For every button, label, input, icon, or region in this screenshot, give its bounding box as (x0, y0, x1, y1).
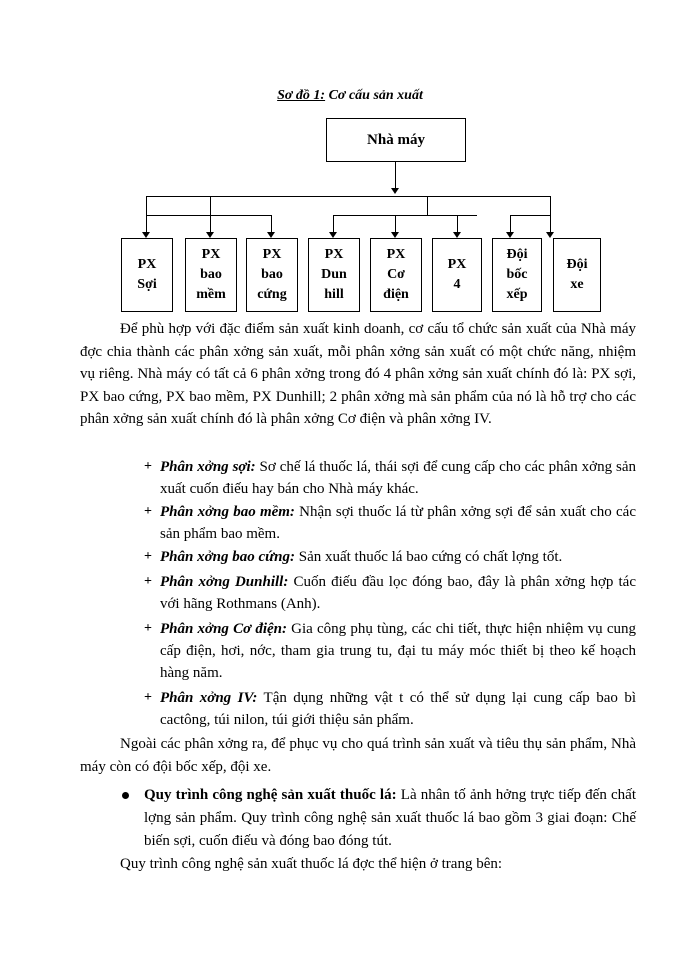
unit-line: Dun (321, 267, 347, 282)
unit-box-px-bao-mem (185, 238, 237, 312)
workshop-item (160, 618, 636, 684)
unit-line: mềm (196, 287, 226, 302)
workshop-item (160, 501, 636, 545)
workshop-label: Phân xởng sợi: (160, 459, 256, 475)
closing-text: Quy trình công nghệ sản xuất thuốc lá đợc thể hiện ở trang bên: (120, 856, 503, 872)
group-line-2 (333, 215, 477, 216)
workshop-text: Sơ chế lá thuốc lá, thái sợi để cung cấp cho các phân xởng sản xuất cuốn điếu hay bán cho Nhà máy khác. (160, 459, 636, 497)
group-drop-1 (210, 196, 211, 215)
root-label: Nhà máy (367, 132, 425, 148)
workshop-text: Tận dụng những vật t có thể sử dụng lại cung cấp bao bì cactông, túi nilon, túi giới thiệu sản phẩm. (160, 690, 636, 728)
unit-line: Đội (506, 247, 528, 262)
unit-box-px-4 (432, 238, 482, 312)
unit-line: điện (383, 287, 409, 302)
workshop-item (160, 546, 636, 568)
process-paragraph (144, 784, 636, 853)
root-box (326, 118, 466, 162)
drop-doi-xe (550, 196, 551, 234)
plus-icon: + (144, 459, 152, 474)
closing-paragraph (120, 852, 636, 876)
group-line-1 (146, 215, 271, 216)
workshop-text: Cuốn điếu đầu lọc đóng bao, đây là phân xởng hợp tác với hãng Rothmans (Anh). (160, 574, 636, 612)
plus-icon: + (144, 690, 152, 705)
unit-line: hill (324, 287, 344, 302)
workshop-label: Phân xởng Dunhill: (160, 574, 289, 590)
unit-line: PX (447, 257, 467, 272)
unit-line: bốc (506, 267, 528, 282)
workshop-item (160, 571, 636, 615)
root-connector (395, 162, 396, 190)
unit-box-px-dunhill (308, 238, 360, 312)
diagram-title-prefix: Sơ đồ 1: (277, 88, 326, 103)
bullet-icon (122, 792, 129, 799)
root-arrow (391, 188, 399, 194)
workshop-label: Phân xởng bao mềm: (160, 504, 295, 520)
unit-line: Đội (566, 257, 588, 272)
intro-paragraph (80, 318, 636, 431)
diagram-title-text: Cơ cấu sản xuất (325, 88, 423, 103)
intro-text: Để phù hợp với đặc điểm sản xuất kinh doanh, cơ cấu tổ chức sản xuất của Nhà máy đợc chia thành các phân xởng sản xuất, mỗi phân xởng sản xuất có một chức năng, nhiệm vụ riêng. Nhà máy có tất cả 6 phân xởng trong đó 4 phân xởng sản xuất chính đó là: PX sợi, PX bao cứng, PX bao mềm, PX Dunhill; 2 phân xởng mà sản phẩm của nó là hỗ trợ cho các phân xởng sản xuất chính đó là phân xởng Cơ điện và phân xởng IV. (80, 321, 636, 427)
group-drop-2 (427, 196, 428, 215)
unit-box-doi-boc-xep (492, 238, 542, 312)
unit-line: bao (261, 267, 283, 282)
unit-box-px-bao-cung (246, 238, 298, 312)
distribution-line (146, 196, 550, 197)
unit-line: Cơ (387, 267, 405, 282)
process-label: Quy trình công nghệ sản xuất thuốc lá: (144, 787, 397, 803)
unit-line: bao (200, 267, 222, 282)
plus-icon: + (144, 549, 152, 564)
unit-line: PX (201, 247, 221, 262)
process-text: Là nhân tố ảnh hởng trực tiếp đến chất lợng sản phẩm. Quy trình công nghệ sản xuất thuốc lá bao gồm 3 giai đoạn: Chế biến sợi, cuốn điếu và đóng bao đóng tút. (144, 787, 637, 849)
unit-line: PX (262, 247, 282, 262)
unit-box-px-soi (121, 238, 173, 312)
unit-line: 4 (453, 277, 461, 292)
unit-line: cứng (257, 287, 287, 302)
unit-box-px-co-dien (370, 238, 422, 312)
unit-line: PX (137, 257, 157, 272)
workshop-label: Phân xởng IV: (160, 690, 258, 706)
workshop-item (160, 456, 636, 500)
extra-paragraph (80, 733, 636, 779)
unit-line: xếp (506, 287, 528, 302)
workshop-text: Gia công phụ tùng, các chi tiết, thực hiện nhiệm vụ cung cấp điện, hơi, nớc, tham gia trung tu, đại tu máy móc thiết bị theo kế hoạch hàng năm. (160, 621, 636, 681)
plus-icon: + (144, 574, 152, 589)
drop-px-soi (146, 196, 147, 234)
unit-line: PX (386, 247, 406, 262)
unit-line: PX (324, 247, 344, 262)
diagram-title (0, 88, 700, 104)
extra-text: Ngoài các phân xởng ra, để phục vụ cho quá trình sản xuất và tiêu thụ sản phẩm, Nhà máy còn có đội bốc xếp, đội xe. (80, 736, 636, 775)
workshop-text: Nhận sợi thuốc lá từ phân xởng sợi để sản xuất cho các sản phẩm bao mềm. (160, 504, 636, 542)
unit-line: xe (570, 277, 584, 292)
unit-box-doi-xe (553, 238, 601, 312)
workshop-label: Phân xởng Cơ điện: (160, 621, 287, 637)
plus-icon: + (144, 621, 152, 636)
workshop-label: Phân xởng bao cứng: (160, 549, 295, 565)
workshop-text: Sản xuất thuốc lá bao cứng có chất lợng tốt. (294, 549, 563, 565)
group-line-3 (510, 215, 550, 216)
workshop-item (160, 687, 636, 731)
unit-line: Sợi (137, 277, 157, 292)
plus-icon: + (144, 504, 152, 519)
